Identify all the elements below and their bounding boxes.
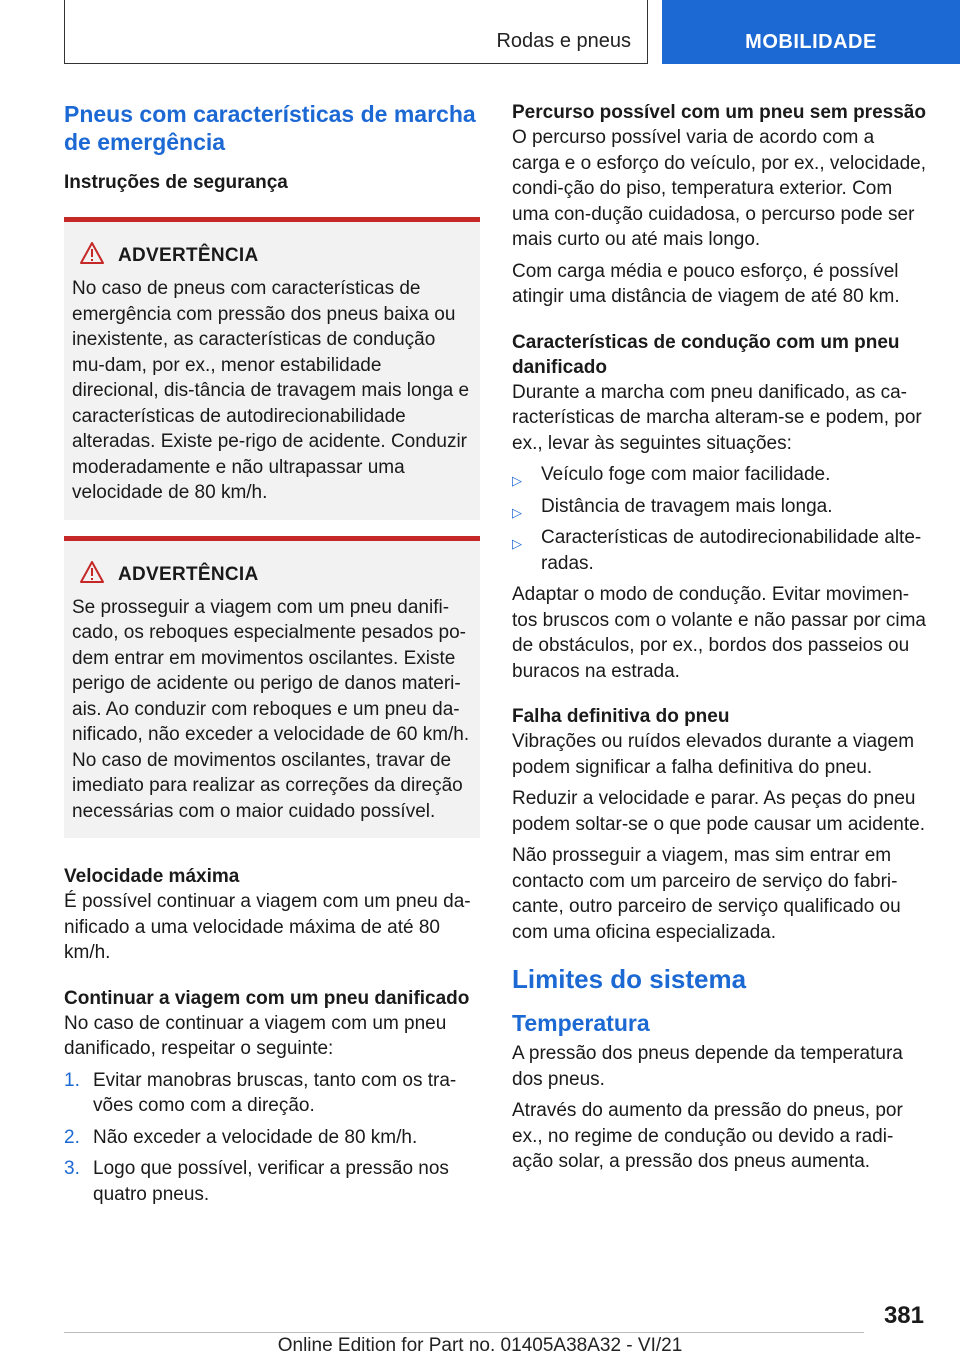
warning-text: Se prosseguir a viagem com um pneu danifi-cado, os reboques especialmente pesados po-dem entrar em movimentos oscilantes. Existe perigo de acidente ou perigo de danos materi-ais. Ao conduzir com reboques e um pneu da-nificado, não exceder a velocidade de 60 km/h. No caso de movimentos oscilantes, travar de imediato para realizar as correções da direção necessárias com o maior cuidado possível. xyxy=(72,596,470,822)
triangle-bullet-icon: ▷ xyxy=(512,504,522,520)
driving-heading: Características de condução com um pneu danificado xyxy=(512,331,900,378)
warning-box-1 xyxy=(64,217,480,520)
failure-paragraph-1: Vibrações ou ruídos elevados durante a viagem podem significar a falha definitiva do pneu. xyxy=(512,731,915,778)
failure-heading: Falha definitiva do pneu xyxy=(512,706,730,727)
continue-text: No caso de continuar a viagem com um pneu danificado, respeitar o seguinte: xyxy=(64,1012,447,1059)
limits-heading: Limites do sistema xyxy=(512,964,747,994)
range-paragraph-2: Com carga média e pouco esforço, é possível atingir uma distância de viagem de até 80 km. xyxy=(512,260,900,307)
bullet-list xyxy=(512,462,927,576)
warning-title: ADVERTÊNCIA xyxy=(118,245,259,266)
list-item: ▷ Características de autodirecionabilidade alte-radas. xyxy=(512,527,922,574)
section-title: Pneus com características de marcha de emergência xyxy=(64,101,476,155)
failure-paragraph-2: Reduzir a velocidade e parar. As peças do pneu podem soltar-se o que pode causar um acidente. xyxy=(512,788,925,835)
warning-title: ADVERTÊNCIA xyxy=(118,563,259,585)
list-item: 1. Evitar manobras bruscas, tanto com os tra-vões como com a direção. xyxy=(64,1069,457,1116)
temperature-heading: Temperatura xyxy=(512,1010,650,1036)
triangle-bullet-icon: ▷ xyxy=(512,536,522,551)
footer-divider xyxy=(64,1332,864,1333)
temperature-paragraph-1: A pressão dos pneus depende da temperatura dos pneus. xyxy=(512,1043,903,1090)
warning-box-2 xyxy=(64,536,480,839)
page-number: 381 xyxy=(883,1302,924,1329)
right-column xyxy=(512,100,927,1181)
list-item: ▷ Distância de travagem mais longa. xyxy=(512,494,927,520)
temperature-paragraph-2: Através do aumento da pressão do pneus, por ex., no regime de condução ou devido a radi-ação solar, a pressão dos pneus aumenta. xyxy=(512,1100,903,1172)
range-heading: Percurso possível com um pneu sem pressão xyxy=(512,102,926,123)
warning-icon xyxy=(80,561,104,589)
header-chapter-tab[interactable]: MOBILIDADE xyxy=(662,0,960,64)
warning-text: No caso de pneus com características de emergência com pressão dos pneus baixa ou inexistente, as características de condução mu-dam, por ex., menor estabilidade direcional, dis-tância de travagem mais longa e características de autodirecionabilidade alteradas. Existe pe-rigo de acidente. Conduzir moderadamente e não ultrapassar uma velocidade de 80 km/h. xyxy=(72,278,470,503)
footer-edition: Online Edition for Part no. 01405A38A32 - VI/21 xyxy=(277,1335,683,1356)
left-column xyxy=(64,100,480,1213)
safety-heading: Instruções de segurança xyxy=(64,172,288,193)
triangle-bullet-icon: ▷ xyxy=(512,473,522,488)
range-paragraph-1: O percurso possível varia de acordo com a carga e o esforço do veículo, por ex., velocidade, condi-ção do piso, temperatura exterior. Com uma con-dução cuidadosa, o percurso pode ser mais curto ou até mais longo. xyxy=(512,127,927,250)
max-speed-text: É possível continuar a viagem com um pneu da-nificado a uma velocidade máxima de até 80 km/h. xyxy=(64,891,471,963)
list-item: 2. Não exceder a velocidade de 80 km/h. xyxy=(64,1126,418,1148)
header-bar xyxy=(64,0,648,64)
warning-icon xyxy=(80,242,104,270)
continue-heading: Continuar a viagem com um pneu danificado xyxy=(64,987,470,1009)
header-section: Rodas e pneus xyxy=(496,30,631,52)
list-item: ▷ Veículo foge com maior facilidade. xyxy=(512,462,927,488)
steps-list xyxy=(64,1068,480,1208)
max-speed-heading: Velocidade máxima xyxy=(64,866,240,887)
list-item: 3. Logo que possível, verificar a pressão nos quatro pneus. xyxy=(64,1158,449,1205)
driving-text: Durante a marcha com pneu danificado, as ca-racterísticas de marcha alteram-se e podem, por ex., levar às seguintes situações: xyxy=(512,381,922,454)
driving-after-text: Adaptar o modo de condução. Evitar movimen-tos bruscos com o volante e não passar por cima de obstáculos, por ex., bordos dos passeios ou buracos na estrada. xyxy=(512,584,926,682)
failure-paragraph-3: Não prosseguir a viagem, mas sim entrar em contacto com um parceiro de serviço do fabri-cante, outro parceiro de serviço qualificado ou com uma oficina especializada. xyxy=(512,845,901,943)
